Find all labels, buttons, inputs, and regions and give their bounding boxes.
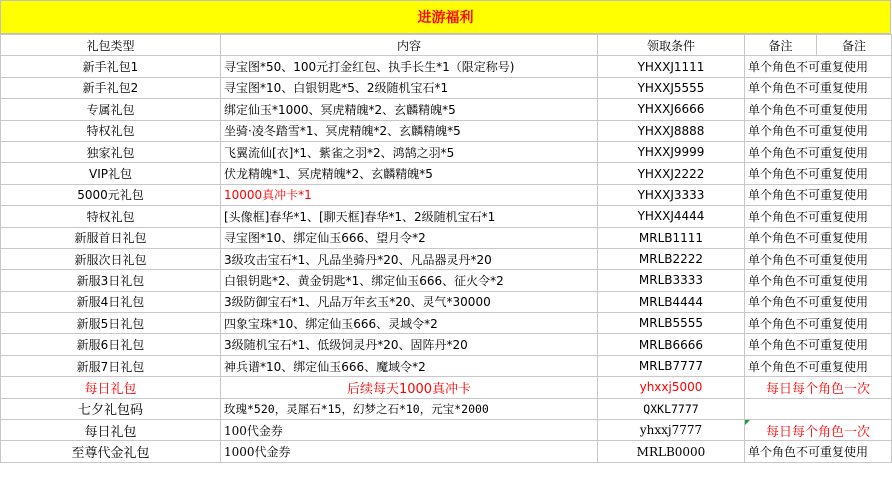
table-row	[1, 227, 892, 248]
gift-type-cell[interactable]: 七夕礼包码	[1, 398, 221, 419]
gift-type-cell[interactable]: 新服5日礼包	[1, 313, 221, 334]
gift-content-cell[interactable]: 白银钥匙*2、黄金钥匙*1、绑定仙玉666、征火令*2	[221, 270, 598, 291]
gift-content-cell[interactable]: 绑定仙玉*1000、冥虎精魄*2、玄麟精魄*5	[221, 99, 598, 120]
table-row	[1, 56, 892, 77]
gift-note-cell[interactable]: 单个角色不可重复使用	[745, 313, 892, 334]
gift-code-cell[interactable]: MRLB4444	[598, 291, 745, 312]
table-row	[1, 99, 892, 120]
table-row	[1, 334, 892, 355]
sheet-title: 进游福利	[0, 0, 891, 34]
gift-content-cell[interactable]: 寻宝图*10、白银钥匙*5、2级随机宝石*1	[221, 77, 598, 98]
header-condition[interactable]: 领取条件	[598, 35, 745, 56]
gift-code-cell[interactable]: MRLB6666	[598, 334, 745, 355]
header-row	[1, 35, 892, 56]
gift-note-cell[interactable]: 单个角色不可重复使用	[745, 141, 892, 162]
table-row	[1, 184, 892, 205]
gift-table	[0, 34, 892, 463]
gift-code-cell[interactable]: MRLB0000	[598, 441, 745, 462]
gift-note-cell[interactable]: 单个角色不可重复使用	[745, 291, 892, 312]
gift-content-cell[interactable]: 100代金券	[221, 420, 598, 441]
gift-type-cell[interactable]: 特权礼包	[1, 206, 221, 227]
gift-note-cell[interactable]: 单个角色不可重复使用	[745, 56, 892, 77]
gift-content-cell[interactable]: 3级防御宝石*1、凡品万年玄玉*20、灵气*30000	[221, 291, 598, 312]
table-row	[1, 206, 892, 227]
gift-note-cell[interactable]: 每日每个角色一次	[745, 420, 892, 441]
gift-type-cell[interactable]: 新服7日礼包	[1, 355, 221, 376]
gift-content-cell[interactable]: [头像框]春华*1、[聊天框]春华*1、2级随机宝石*1	[221, 206, 598, 227]
gift-note-cell[interactable]: 单个角色不可重复使用	[745, 120, 892, 141]
gift-content-cell[interactable]: 四象宝珠*10、绑定仙玉666、灵域令*2	[221, 313, 598, 334]
gift-content-cell[interactable]: 10000真冲卡*1	[221, 184, 598, 205]
gift-type-cell[interactable]: 新手礼包1	[1, 56, 221, 77]
table-row	[1, 163, 892, 184]
gift-note-cell[interactable]: 单个角色不可重复使用	[745, 270, 892, 291]
gift-code-cell[interactable]: YHXXJ9999	[598, 141, 745, 162]
gift-note-cell[interactable]: 单个角色不可重复使用	[745, 334, 892, 355]
gift-note-cell[interactable]: 单个角色不可重复使用	[745, 99, 892, 120]
qixi-gift-row	[1, 398, 892, 419]
gift-content-cell[interactable]: 寻宝图*50、100元打金红包、执手长生*1（限定称号)	[221, 56, 598, 77]
gift-code-cell[interactable]: YHXXJ8888	[598, 120, 745, 141]
gift-type-cell[interactable]: 专属礼包	[1, 99, 221, 120]
gift-type-cell[interactable]: 新服次日礼包	[1, 248, 221, 269]
table-row	[1, 120, 892, 141]
daily-gift-row-2	[1, 420, 892, 441]
table-row	[1, 141, 892, 162]
gift-code-cell[interactable]: YHXXJ4444	[598, 206, 745, 227]
gift-code-cell[interactable]: MRLB3333	[598, 270, 745, 291]
gift-type-cell[interactable]: 新服3日礼包	[1, 270, 221, 291]
gift-type-cell[interactable]: 至尊代金礼包	[1, 441, 221, 462]
gift-content-cell[interactable]: 1000代金券	[221, 441, 598, 462]
gift-content-cell[interactable]: 飞翼流仙[衣]*1、紫雀之羽*2、鸿鹄之羽*5	[221, 141, 598, 162]
gift-type-cell[interactable]: VIP礼包	[1, 163, 221, 184]
table-row	[1, 270, 892, 291]
gift-type-cell[interactable]: 新手礼包2	[1, 77, 221, 98]
gift-code-cell[interactable]: MRLB1111	[598, 227, 745, 248]
gift-type-cell[interactable]: 独家礼包	[1, 141, 221, 162]
gift-type-cell[interactable]: 新服首日礼包	[1, 227, 221, 248]
header-note-1[interactable]: 备注	[745, 35, 817, 56]
gift-content-cell[interactable]: 伏龙精魄*1、冥虎精魄*2、玄麟精魄*5	[221, 163, 598, 184]
gift-note-cell[interactable]: 单个角色不可重复使用	[745, 355, 892, 376]
gift-code-cell[interactable]: YHXXJ6666	[598, 99, 745, 120]
gift-code-cell[interactable]: YHXXJ1111	[598, 56, 745, 77]
header-note-2[interactable]: 备注	[817, 35, 892, 56]
gift-note-cell[interactable]: 单个角色不可重复使用	[745, 441, 892, 462]
supreme-gift-row	[1, 441, 892, 462]
gift-code-cell[interactable]: yhxxj5000	[598, 377, 745, 398]
daily-gift-row	[1, 377, 892, 398]
table-row	[1, 77, 892, 98]
gift-type-cell[interactable]: 每日礼包	[1, 420, 221, 441]
gift-content-cell[interactable]: 坐骑·凌冬踏雪*1、冥虎精魄*2、玄麟精魄*5	[221, 120, 598, 141]
gift-code-cell[interactable]: yhxxj7777	[598, 420, 745, 441]
gift-note-cell[interactable]: 单个角色不可重复使用	[745, 248, 892, 269]
gift-content-cell[interactable]: 玫瑰*520，灵犀石*15，幻梦之石*10，元宝*2000	[221, 398, 598, 419]
gift-code-cell[interactable]: QXKL7777	[598, 398, 745, 419]
gift-note-cell[interactable]: 每日每个角色一次	[745, 377, 892, 398]
gift-code-cell[interactable]: MRLB7777	[598, 355, 745, 376]
gift-type-cell[interactable]: 新服6日礼包	[1, 334, 221, 355]
gift-code-cell[interactable]: YHXXJ2222	[598, 163, 745, 184]
header-type[interactable]: 礼包类型	[1, 35, 221, 56]
gift-type-cell[interactable]: 新服4日礼包	[1, 291, 221, 312]
gift-note-cell[interactable]: 单个角色不可重复使用	[745, 227, 892, 248]
gift-content-cell[interactable]: 后续每天1000真冲卡	[221, 377, 598, 398]
gift-note-cell[interactable]: 单个角色不可重复使用	[745, 184, 892, 205]
gift-code-cell[interactable]: MRLB5555	[598, 313, 745, 334]
gift-content-cell[interactable]: 3级随机宝石*1、低级饲灵丹*20、固阵丹*20	[221, 334, 598, 355]
gift-note-cell[interactable]: 单个角色不可重复使用	[745, 206, 892, 227]
table-row	[1, 355, 892, 376]
gift-type-cell[interactable]: 每日礼包	[1, 377, 221, 398]
gift-note-cell[interactable]: 单个角色不可重复使用	[745, 163, 892, 184]
gift-code-cell[interactable]: YHXXJ5555	[598, 77, 745, 98]
table-row	[1, 291, 892, 312]
table-row	[1, 313, 892, 334]
table-row	[1, 248, 892, 269]
gift-type-cell[interactable]: 特权礼包	[1, 120, 221, 141]
gift-code-cell[interactable]: YHXXJ3333	[598, 184, 745, 205]
gift-type-cell[interactable]: 5000元礼包	[1, 184, 221, 205]
gift-code-cell[interactable]: MRLB2222	[598, 248, 745, 269]
gift-note-cell[interactable]	[745, 398, 892, 419]
gift-content-cell[interactable]: 神兵谱*10、绑定仙玉666、魔域令*2	[221, 355, 598, 376]
header-content[interactable]: 内容	[221, 35, 598, 56]
gift-content-cell[interactable]: 寻宝图*10、绑定仙玉666、望月令*2	[221, 227, 598, 248]
gift-note-cell[interactable]: 单个角色不可重复使用	[745, 77, 892, 98]
gift-content-cell[interactable]: 3级攻击宝石*1、凡品坐骑丹*20、凡品器灵丹*20	[221, 248, 598, 269]
